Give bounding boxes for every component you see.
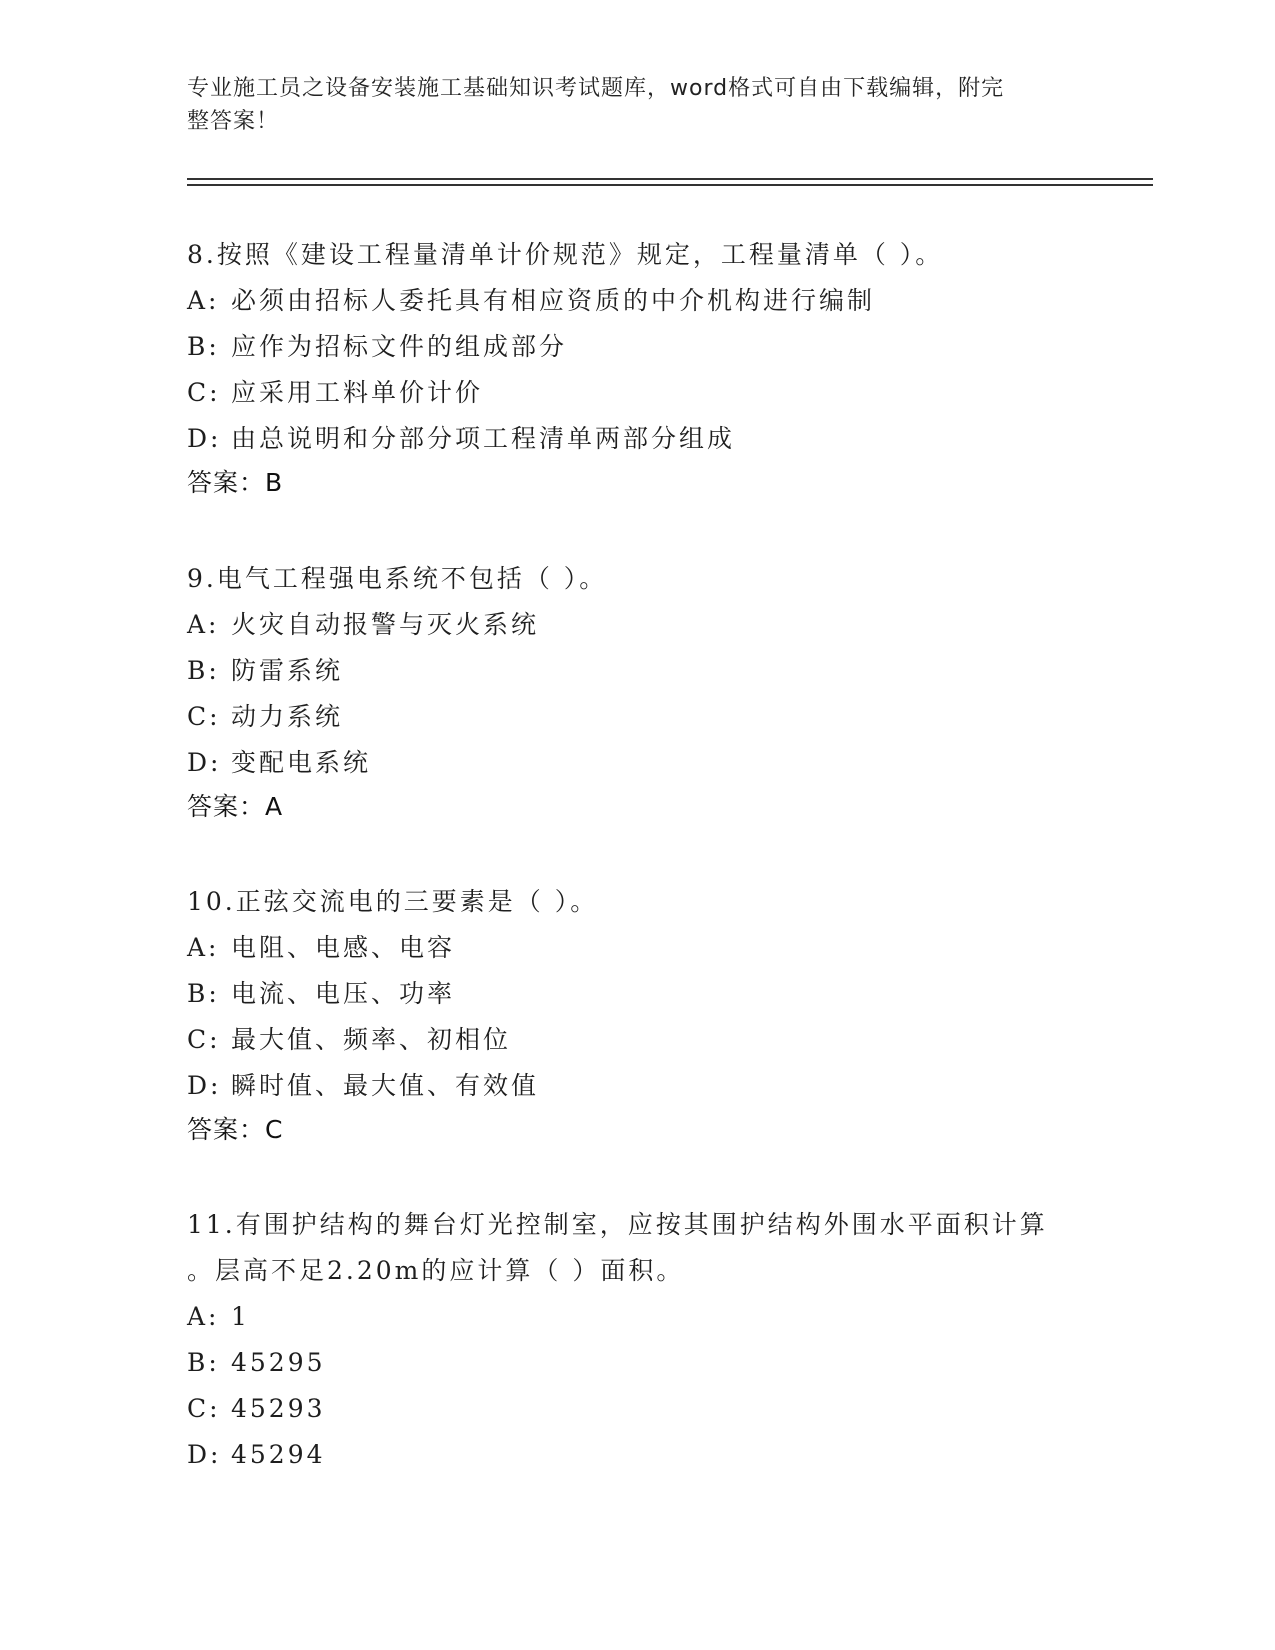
option-key: A: bbox=[187, 610, 220, 639]
option-text: 变配电系统 bbox=[231, 748, 372, 777]
option-a bbox=[187, 925, 1087, 971]
answer-line: 答案：B bbox=[187, 468, 284, 497]
option-d bbox=[187, 740, 1087, 786]
option-text: 电阻、电感、电容 bbox=[231, 933, 456, 962]
option-b bbox=[187, 648, 1087, 694]
option-b bbox=[187, 971, 1087, 1017]
option-key: C: bbox=[187, 1394, 221, 1423]
option-text: 45293 bbox=[231, 1394, 326, 1423]
option-text: 最大值、频率、初相位 bbox=[231, 1025, 512, 1054]
option-c bbox=[187, 370, 1087, 416]
option-text: 45295 bbox=[231, 1348, 326, 1377]
question-8 bbox=[187, 232, 1087, 506]
option-text: 应采用工料单价计价 bbox=[231, 378, 484, 407]
option-text: 电流、电压、功率 bbox=[231, 979, 456, 1008]
option-key: D: bbox=[187, 1071, 222, 1100]
option-key: A: bbox=[187, 933, 220, 962]
question-stem-line-1: 11.有围护结构的舞台灯光控制室，应按其围护结构外围水平面积计算 bbox=[187, 1210, 1048, 1239]
option-c bbox=[187, 1017, 1087, 1063]
option-d bbox=[187, 1432, 1087, 1478]
option-d bbox=[187, 1063, 1087, 1109]
option-key: D: bbox=[187, 748, 222, 777]
option-b bbox=[187, 324, 1087, 370]
answer-line: 答案：C bbox=[187, 1115, 284, 1144]
header-line-2: 整答案！ bbox=[187, 109, 280, 134]
option-a bbox=[187, 278, 1087, 324]
option-key: A: bbox=[187, 286, 220, 315]
option-text: 瞬时值、最大值、有效值 bbox=[231, 1071, 540, 1100]
option-text: 必须由招标人委托具有相应资质的中介机构进行编制 bbox=[231, 286, 876, 315]
option-key: B: bbox=[187, 1348, 220, 1377]
question-stem: 9.电气工程强电系统不包括（ ）。 bbox=[187, 564, 608, 593]
option-key: B: bbox=[187, 656, 220, 685]
option-text: 火灾自动报警与灭火系统 bbox=[231, 610, 540, 639]
option-key: D: bbox=[187, 424, 222, 453]
option-b bbox=[187, 1340, 1087, 1386]
option-c bbox=[187, 694, 1087, 740]
option-key: C: bbox=[187, 378, 221, 407]
header-divider-bottom bbox=[187, 184, 1153, 186]
question-9 bbox=[187, 556, 1087, 830]
option-key: C: bbox=[187, 702, 221, 731]
document-header bbox=[187, 72, 1087, 138]
option-key: A: bbox=[187, 1302, 220, 1331]
option-text: 防雷系统 bbox=[231, 656, 344, 685]
option-d bbox=[187, 416, 1087, 462]
header-line-1: 专业施工员之设备安装施工基础知识考试题库，word格式可自由下载编辑，附完 bbox=[187, 76, 1005, 101]
question-10 bbox=[187, 879, 1087, 1153]
question-stem: 8.按照《建设工程量清单计价规范》规定，工程量清单（ ）。 bbox=[187, 240, 944, 269]
option-text: 应作为招标文件的组成部分 bbox=[231, 332, 568, 361]
answer-line: 答案：A bbox=[187, 792, 284, 821]
option-key: B: bbox=[187, 979, 220, 1008]
question-stem-line-2: 。层高不足2.20m的应计算（ ）面积。 bbox=[187, 1256, 685, 1285]
option-text: 由总说明和分部分项工程清单两部分组成 bbox=[231, 424, 736, 453]
option-text: 1 bbox=[231, 1302, 250, 1331]
option-key: B: bbox=[187, 332, 220, 361]
option-key: D: bbox=[187, 1440, 222, 1469]
option-key: C: bbox=[187, 1025, 221, 1054]
option-text: 动力系统 bbox=[231, 702, 344, 731]
header-divider-top bbox=[187, 178, 1153, 180]
question-stem: 10.正弦交流电的三要素是（ ）。 bbox=[187, 887, 599, 916]
option-c bbox=[187, 1386, 1087, 1432]
option-a bbox=[187, 602, 1087, 648]
question-11 bbox=[187, 1202, 1087, 1478]
option-text: 45294 bbox=[231, 1440, 326, 1469]
option-a bbox=[187, 1294, 1087, 1340]
